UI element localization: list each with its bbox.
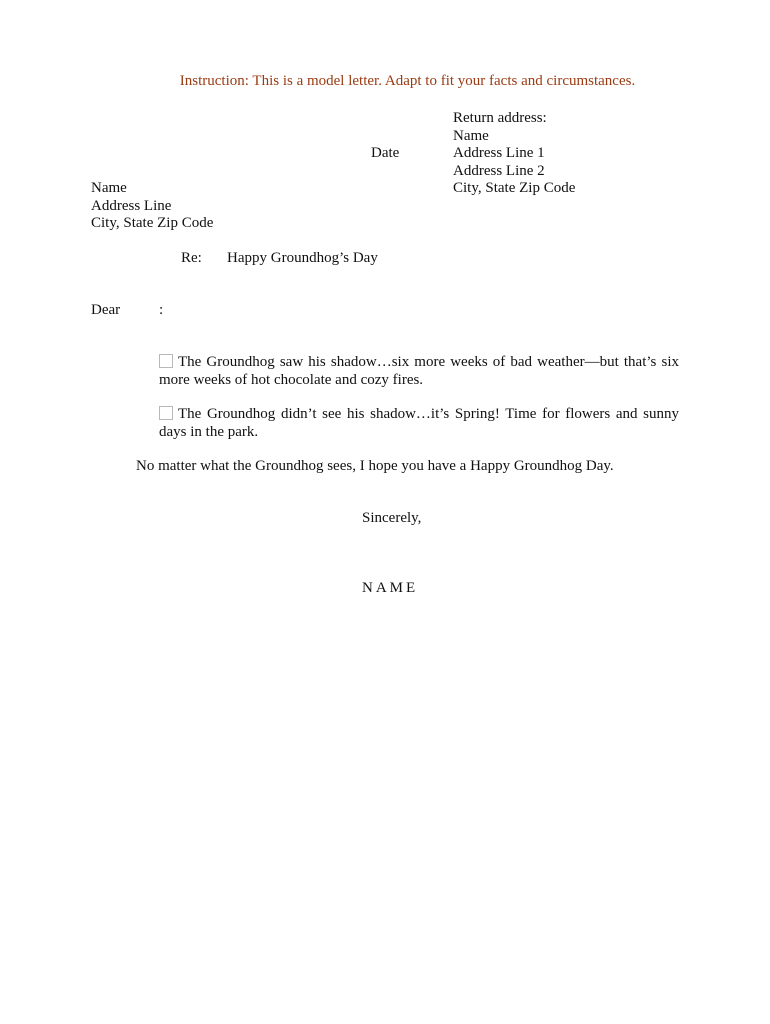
option-1-checkbox[interactable] xyxy=(159,354,173,368)
return-address-name: Name xyxy=(453,127,489,144)
salutation-dear: Dear xyxy=(91,302,121,318)
option-2-checkbox[interactable] xyxy=(159,406,173,420)
salutation-colon: : xyxy=(159,302,164,318)
recipient-address-block xyxy=(91,180,213,233)
option-2-text: The Groundhog didn’t see his shadow…it’s Spring! Time for flowers and sunny days in the park. xyxy=(159,406,679,440)
return-address-line-1: Address Line 1 xyxy=(453,145,545,161)
re-label: Re: xyxy=(181,250,202,266)
option-shadow-not-seen xyxy=(159,405,679,441)
instruction-line: Instruction: This is a model letter. Adapt to fit your facts and circumstances. xyxy=(179,73,636,89)
return-address-heading: Return address: xyxy=(453,110,547,126)
re-subject: Happy Groundhog’s Day xyxy=(227,250,378,266)
closing-sentence: No matter what the Groundhog sees, I hope you have a Happy Groundhog Day. xyxy=(136,458,614,474)
return-address-city: City, State Zip Code xyxy=(453,180,576,196)
recipient-city: City, State Zip Code xyxy=(91,215,214,231)
return-address-block xyxy=(453,110,575,198)
date-label: Date xyxy=(371,145,400,161)
recipient-address: Address Line xyxy=(91,197,172,214)
recipient-name: Name xyxy=(91,180,127,196)
return-address-line-2: Address Line 2 xyxy=(453,162,545,179)
signature-name: NAME xyxy=(362,580,419,596)
option-1-text: The Groundhog saw his shadow…six more weeks of bad weather—but that’s six more weeks of hot chocolate and cozy fires. xyxy=(159,354,679,388)
option-shadow-seen xyxy=(159,353,679,389)
sincerely: Sincerely, xyxy=(362,510,422,526)
